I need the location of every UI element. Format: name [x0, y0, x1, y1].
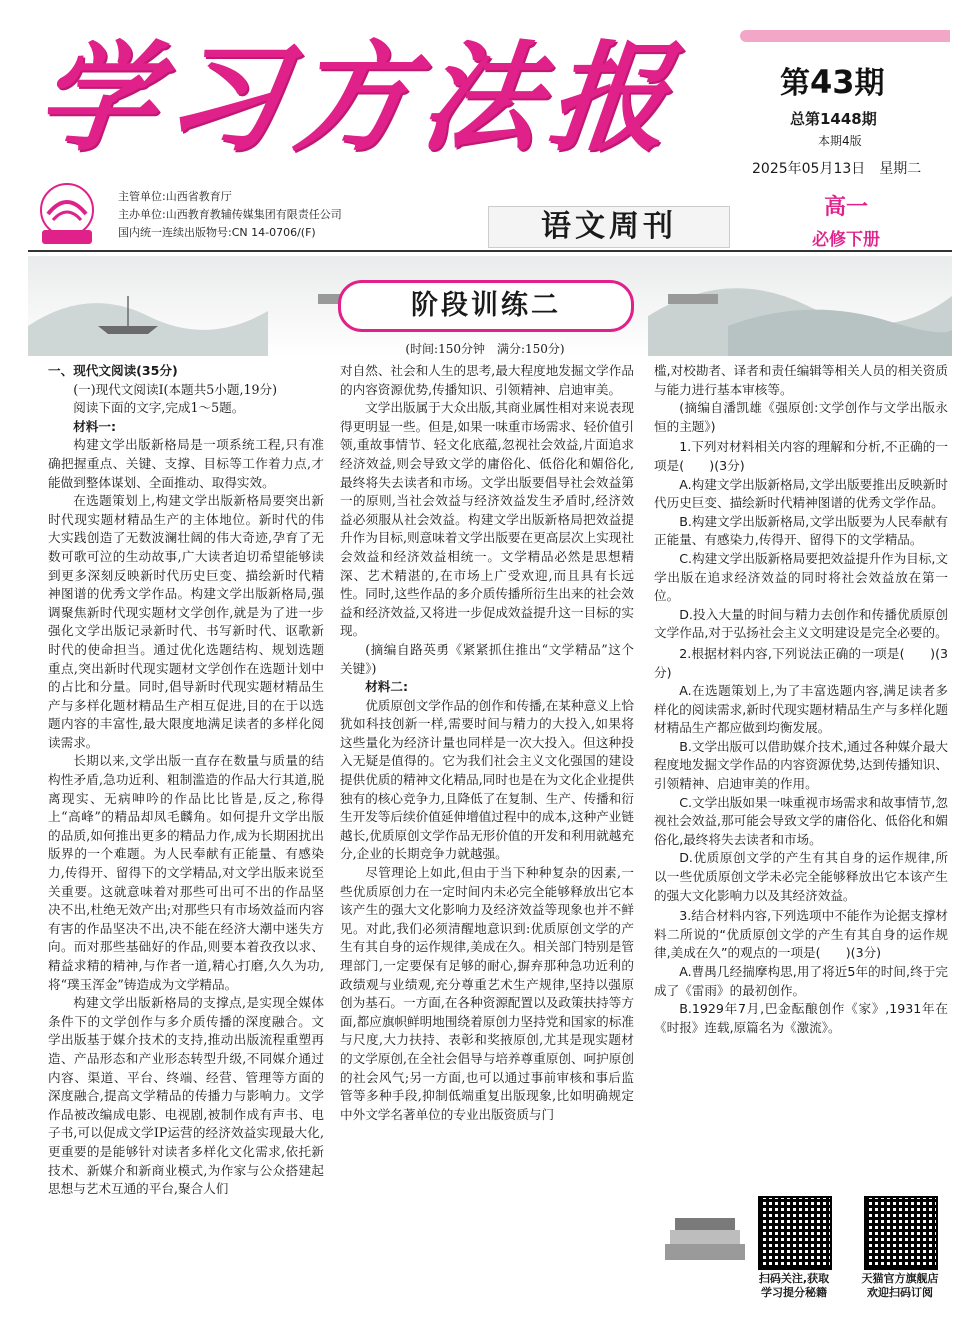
total-issue: 总第1448期 [790, 110, 877, 128]
paragraph: 文学出版属于大众出版,其商业属性相对来说表现得更明显一些。但是,如果一味重市场需求、轻价值引领,重故事情节、轻文化底蕴,忽视社会效益,片面追求经济效益,则会导致文学的庸俗化、低俗化和媚俗化,最终将失去读者和市场。文学出版要倡导社会效益第一的原则,当社会效益与经济效益发生矛盾时,经济效益必须服从社会效益。构建文学出版新格局把效益提升作为目标,则意味着文学出版要在更高层次上实现社会效益和经济效益相统一。文学精品必然是思想精深、艺术精湛的,在市场上广受欢迎,而且具有长远性。同时,这些作品的多介质传播所衍生出来的社会效益和经济效益,又将进一步促成效益提升这一目标的实现。 [340, 400, 634, 639]
paragraph: 长期以来,文学出版一直存在数量与质量的结构性矛盾,急功近利、粗制滥造的作品大行其道,脱离现实、无病呻吟的作品比比皆是,反之,称得上“高峰”的精品却凤毛麟角。如何提升文学出版的品质,如何推出更多的精品力作,成为长期困扰出版界的一个难题。为人民奉献有正能量、有感染力,传得开、留得下的文学精品,对文学出版来说至关重要。这就意味着对那些可出可不出的作品坚决不出,杜绝无效产出;对那些只有市场效益而内容有害的作品坚决不出,决不能在经济大潮中迷失方向。而对那些基础好的作品,则要本着孜孜以求、精益求精的精神,与作者一道,精心打磨,久久为功,将“璞玉浑金”铸造成为文学精品。 [48, 753, 324, 992]
qr-caption-1 [744, 1272, 844, 1300]
paragraph: 对自然、社会和人生的思考,最大程度地发掘文学作品的内容资源优势,传播知识、引领精神、启迪审美。 [340, 363, 634, 397]
paragraph: 构建文学出版新格局是一项系统工程,只有准确把握重点、关键、支撑、目标等工作着力点,才能做到整体谋划、全面推动、取得实效。 [48, 437, 324, 490]
question-1: 1.下列对材料相关内容的理解和分析,不正确的一项是( )(3分) [654, 439, 948, 473]
publish-date: 2025年05月13日 星期二 [752, 161, 922, 177]
edition: 本期4版 [818, 134, 862, 148]
issue-prefix: 第 [780, 66, 810, 101]
newspaper-logo-icon [28, 180, 106, 246]
sponsor-line-2: 主办单位:山西教育教辅传媒集团有限责任公司 [118, 208, 342, 221]
column-1 [48, 362, 324, 1199]
column-2 [340, 362, 634, 1124]
qr-code-icon[interactable] [758, 1196, 832, 1270]
qr-caption-1-line-1: 扫码关注,获取 [758, 1272, 830, 1285]
exam-time-info: (时间:150分钟 满分:150分) [405, 342, 565, 356]
header-rule [28, 250, 952, 252]
option-2b: B.文学出版可以借助媒介技术,通过各种媒介最大程度地发掘文学作品的内容资源优势,达到传播知识、引领精神、启迪审美的作用。 [654, 738, 948, 792]
sponsor-line-1: 主管单位:山西省教育厅 [118, 190, 232, 203]
option-3a: A.曹禺几经揣摩构思,用了将近5年的时间,终于完成了《雷雨》的最初创作。 [654, 964, 948, 998]
question-2: 2.根据材料内容,下列说法正确的一项是( )(3分) [654, 645, 948, 680]
instruction: 阅读下面的文字,完成1～5题。 [73, 400, 245, 416]
qr-caption-2-line-2: 欢迎扫码订阅 [867, 1286, 933, 1299]
issue-num: 43 [810, 63, 855, 101]
qr-code-icon[interactable] [864, 1196, 938, 1270]
header-accent-bar [740, 30, 950, 42]
option-2a: A.在选题策划上,为了丰富选题内容,满足读者多样化的阅读需求,新时代现实题材精品生产与多样化题材精品生产都应做到均衡发展。 [654, 683, 948, 736]
question-3: 3.结合材料内容,下列选项中不能作为论据支撑材料二所说的“优质原创文学的产生有其自身的运作规律,美成在久”的观点的一项是( )(3分) [654, 908, 948, 961]
paragraph: 槛,对校勘者、译者和责任编辑等相关人员的相关资质与能力进行基本审核等。 [654, 363, 948, 397]
section-title: 阶段训练二 [338, 280, 634, 332]
sponsor-line-3: 国内统一连续出版物号:CN 14-0706/(F) [118, 226, 316, 239]
qr-caption-2-line-1: 天猫官方旗舰店 [861, 1272, 939, 1285]
qr-caption-1-line-2: 学习提分秘籍 [761, 1286, 827, 1299]
newspaper-title: 学习方法报 [30, 29, 686, 167]
books-icon [660, 1200, 750, 1270]
grade-volume: 必修下册 [812, 230, 880, 250]
option-1d: D.投入大量的时间与精力去创作和传播优质原创文学作品,对于弘扬社会主义文明建设是完全必要的。 [654, 606, 948, 641]
material-1-label: 材料一: [73, 418, 117, 434]
option-2c: C.文学出版如果一味重视市场需求和故事情节,忽视社会效益,那可能会导致文学的庸俗化、低俗化和媚俗化,最终将失去读者和市场。 [654, 794, 948, 847]
qr-caption-2 [848, 1272, 952, 1300]
option-2d: D.优质原创文学的产生有其自身的运作规律,所以一些优质原创文学未必完全能够释放出它本该产生的强大文化影响力以及其经济效益。 [654, 850, 948, 903]
option-1c: C.构建文学出版新格局要把效益提升作为目标,文学出版在追求经济效益的同时将社会效益放在第一位。 [654, 550, 948, 604]
grade-level: 高一 [823, 195, 868, 220]
issue-number [780, 58, 940, 102]
grade-label [786, 190, 906, 250]
section-heading: 一、现代文阅读(35分) [48, 363, 178, 378]
option-1a: A.构建文学出版新格局,文学出版要推出反映新时代历史巨变、描绘新时代精神图谱的优秀文学作品。 [654, 476, 948, 511]
source-citation: (摘编自潘凯雄《强原创:文学创作与文学出版永恒的主题》) [654, 400, 948, 434]
issue-suffix: 期 [854, 66, 885, 101]
paragraph: 在选题策划上,构建文学出版新格局要突出新时代现实题材精品生产的主体地位。新时代的伟大实践创造了无数波澜壮阔的伟大奇迹,孕育了无数可歌可泣的生动故事,广大读者迫切希望能够读到更多深刻反映新时代历史巨变、描绘新时代精神图谱的优秀文学作品。构建文学出版新格局,强调聚焦新时代现实题材文学创作,就是为了进一步强化文学出版记录新时代、书写新时代、讴歌新时代的使命担当。通过优化选题结构、规划选题重点,突出新时代现实题材文学创作在选题计划中的占比和分量。同时,倡导新时代现实题材精品生产与多样化题材精品生产相互促进,目的在于以选题内容的丰富性,最大限度地满足读者的多样化阅读需求。 [48, 493, 324, 750]
option-1b: B.构建文学出版新格局,文学出版要为人民奉献有正能量、有感染力,传得开、留得下的文学精品。 [654, 513, 948, 548]
column-3 [654, 362, 948, 1037]
material-2-label: 材料二: [365, 679, 409, 695]
paragraph: 构建文学出版新格局的支撑点,是实现全媒体条件下的文学创作与多介质传播的深度融合。文学出版基于媒介技术的支持,推动出版流程重塑再造、产品形态和产业形态转型升级,不同媒介通过内容、渠道、平台、终端、经营、管理等方面的深度融合,提高文学精品的传播力与影响力。文学作品被改编成电影、电视剧,被制作成有声书、电子书,可以促成文学IP运营的经济效益实现最大化,更重要的是能够针对读者多样化文化需求,依托新技术、新媒介和新商业模式,为作家与公众搭建起思想与艺术互通的平台,聚合人们 [48, 995, 324, 1197]
option-3b: B.1929年7月,巴金酝酿创作《家》,1931年在《时报》连载,原篇名为《激流》。 [654, 1001, 948, 1035]
paragraph: 优质原创文学作品的创作和传播,在某种意义上恰犹如科技创新一样,需要时间与精力的大投入,如果将这些量化为经济计量也同样是一次大投入。但这种投入无疑是值得的。它为我们社会主义文化强国的建设提供优质的精神文化精品,同时也是在为文化企业提供独有的核心竞争力,且降低了在复制、生产、传播和衍生开发等后续价值延伸增值过程中的成本,这种产业链越长,优质原创文学作品无形价值的开发和利用就越充分,企业的长期竞争力就越强。 [340, 697, 634, 862]
source-citation: (摘编自路英勇《紧紧抓住推出“文学精品”这个关键》) [340, 641, 634, 676]
weekly-section-label: 语文周刊 [488, 206, 730, 248]
paragraph: 尽管理论上如此,但由于当下种种复杂的因素,一些优质原创力在一定时间内未必完全能够释放出它本该产生的强大文化影响力及经济效益等现象也并不鲜见。对此,我们必须清醒地意识到:优质原创文学的产生有其自身的运作规律,美成在久。相关部门特别是管理部门,一定要保有足够的耐心,摒弃那种急功近利的政绩观与业绩观,充分尊重艺术生产规律,坚持以强原创为基石。一方面,在各种资源配置以及政策扶持等方面,都应旗帜鲜明地围绕着原创力坚持党和国家的标准与尺度,大力扶持、表彰和奖掖原创,尤其是现实题材的文学原创,在全社会倡导与培养尊重原创、呵护原创的社会风气;另一方面,也可以通过事前审核和事后监管等多种手段,抑制低端重复出版现象,比如明确规定中外文学名著单位的专业出版资质与门 [340, 865, 634, 1122]
subsection-heading: (一)现代文阅读Ⅰ(本题共5小题,19分) [73, 381, 277, 397]
